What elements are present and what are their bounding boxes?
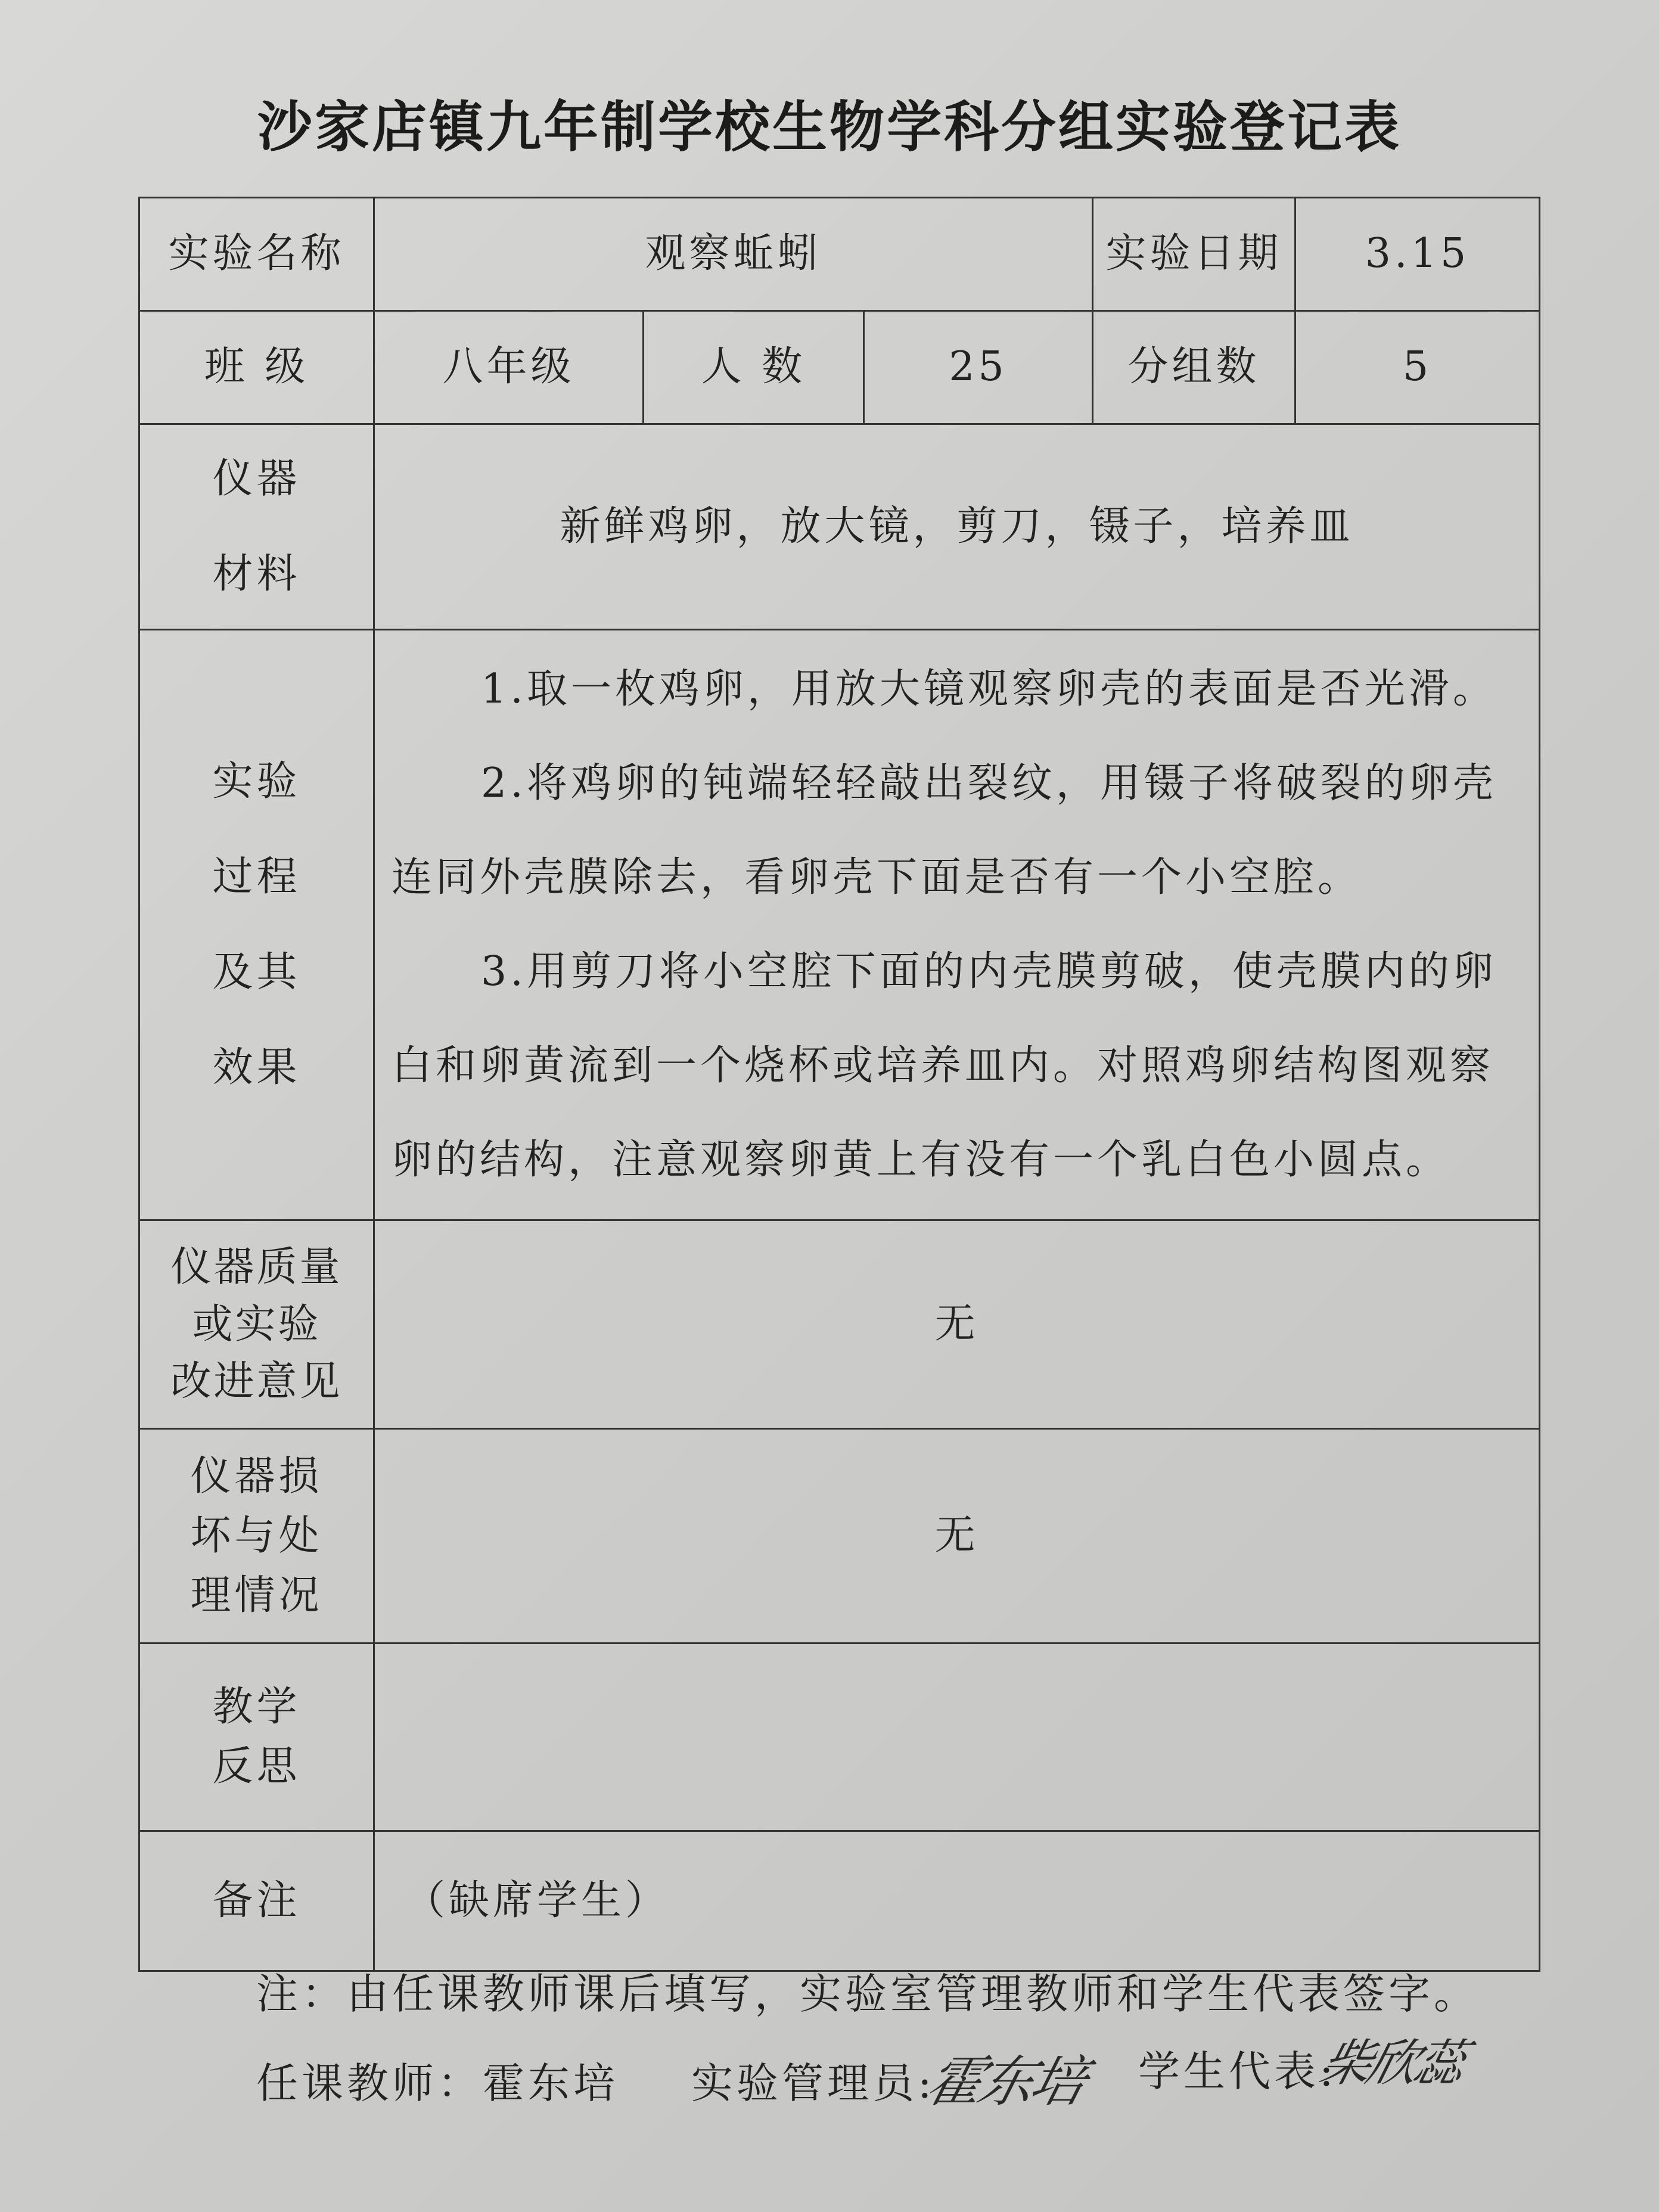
damage-label-line: 仪器损 — [190, 1452, 323, 1500]
footer-note: 注：由任课教师课后填写，实验室管理教师和学生代表签字。 — [256, 1969, 1479, 2018]
process-label — [139, 630, 374, 1220]
process-label-line: 效果 — [212, 1044, 301, 1091]
process-step: 1.取一枚鸡卵，用放大镜观察卵壳的表面是否光滑。 — [481, 666, 1497, 713]
student-rep-signature: 柴欣蕊 — [1315, 2034, 1469, 2092]
group-count-label: 分组数 — [1093, 311, 1295, 424]
materials-label — [139, 424, 374, 630]
process-steps — [374, 630, 1540, 1220]
group-count-value: 5 — [1295, 311, 1540, 424]
materials-value: 新鲜鸡卵，放大镜，剪刀，镊子，培养皿 — [374, 424, 1540, 630]
reflection-label-line: 教学 — [212, 1683, 301, 1731]
experiment-date-value: 3.15 — [1295, 198, 1540, 311]
quality-value: 无 — [374, 1220, 1540, 1429]
row-materials — [139, 424, 1540, 630]
quality-label-line: 或实验 — [192, 1300, 321, 1348]
lab-admin-signature: 霍东培 — [920, 2050, 1091, 2114]
row-process — [139, 630, 1540, 1220]
damage-label — [139, 1429, 374, 1644]
process-label-line: 过程 — [212, 853, 301, 900]
quality-label-line: 仪器质量 — [170, 1243, 343, 1291]
materials-label-line: 仪器 — [212, 455, 301, 502]
quality-label — [139, 1220, 374, 1429]
materials-label-line: 材料 — [212, 551, 301, 598]
row-experiment-name — [139, 198, 1540, 311]
student-rep-label: 学生代表: — [1138, 2047, 1337, 2096]
class-label: 班 级 — [139, 311, 374, 424]
quality-label-line: 改进意见 — [170, 1357, 343, 1405]
class-value: 八年级 — [374, 311, 644, 424]
remarks-label: 备注 — [139, 1831, 374, 1971]
remarks-value: （缺席学生） — [374, 1831, 1540, 1971]
lab-admin-label: 实验管理员: — [691, 2059, 936, 2108]
teacher-name: 霍东培 — [483, 2059, 619, 2108]
reflection-value — [374, 1644, 1540, 1831]
row-damage — [139, 1429, 1540, 1644]
row-reflection — [139, 1644, 1540, 1831]
damage-label-line: 理情况 — [190, 1571, 323, 1619]
form-title: 沙家店镇九年制学校生物学科分组实验登记表 — [257, 95, 1402, 159]
process-step: 2.将鸡卵的钝端轻轻敲出裂纹，用镊子将破裂的卵壳连同外壳膜除去，看卵壳下面是否有一个小空腔。 — [392, 760, 1497, 901]
damage-value: 无 — [374, 1429, 1540, 1644]
reflection-label-line: 反思 — [212, 1743, 301, 1790]
student-count-label: 人 数 — [644, 311, 864, 424]
student-count-value: 25 — [864, 311, 1093, 424]
experiment-name-label: 实验名称 — [139, 198, 374, 311]
reflection-label — [139, 1644, 374, 1831]
process-step: 3.用剪刀将小空腔下面的内壳膜剪破，使壳膜内的卵白和卵黄流到一个烧杯或培养皿内。对照鸡卵结构图观察卵的结构，注意观察卵黄上有没有一个乳白色小圆点。 — [392, 948, 1497, 1183]
row-class-info — [139, 311, 1540, 424]
row-quality — [139, 1220, 1540, 1429]
damage-label-line: 坏与处 — [190, 1512, 323, 1559]
process-label-line: 及其 — [212, 949, 301, 996]
experiment-name-value: 观察蚯蚓 — [374, 198, 1093, 311]
experiment-date-label: 实验日期 — [1093, 198, 1295, 311]
teacher-signature-block — [256, 2050, 619, 2110]
teacher-label: 任课教师： — [256, 2059, 483, 2108]
process-label-line: 实验 — [212, 758, 301, 805]
registration-table — [138, 197, 1540, 1972]
row-remarks — [139, 1831, 1540, 1971]
